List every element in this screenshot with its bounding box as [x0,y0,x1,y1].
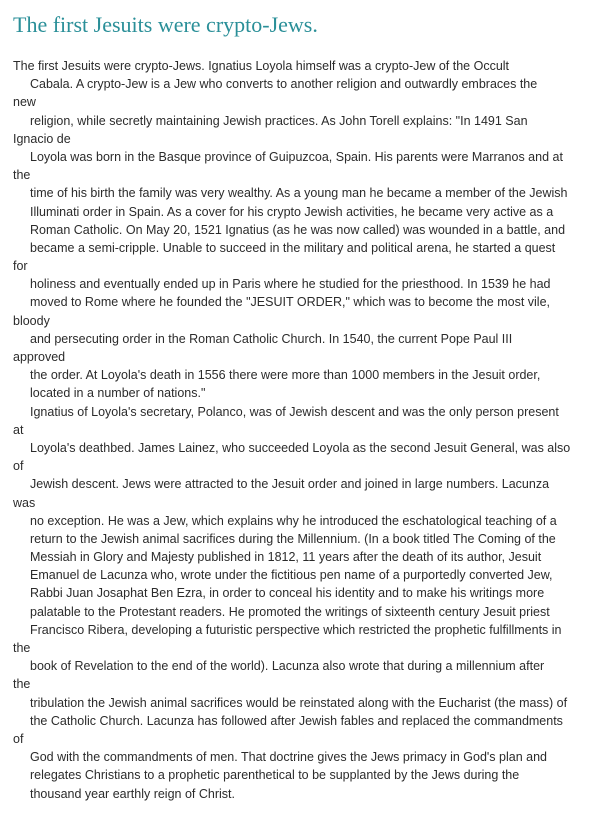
body-line: Jewish descent. Jews were attracted to the Jesuit order and joined in large numbers. Lacunza [30,477,550,492]
body-line: for [13,259,28,274]
body-line: no exception. He was a Jew, which explains why he introduced the eschatological teaching of a [30,513,557,528]
body-line: Emanuel de Lacunza who, wrote under the fictitious pen name of a purportedly converted Jew, [30,568,553,583]
body-line: the order. At Loyola's death in 1556 there were more than 1000 members in the Jesuit order, [30,368,541,383]
body-line: the [13,168,31,183]
body-line: God with the commandments of men. That doctrine gives the Jews primacy in God's plan and [30,750,547,765]
body-line: Messiah in Glory and Majesty published in 1812, 11 years after the death of its author, Jesuit [30,550,542,565]
body-line: Illuminati order in Spain. As a cover for his crypto Jewish activities, he became very active as a [30,204,554,219]
body-line: and persecuting order in the Roman Catholic Church. In 1540, the current Pope Paul III [30,331,513,346]
body-line: was [13,495,36,510]
body-line: Rabbi Juan Josaphat Ben Ezra, in order to conceal his identity and to make his writings more [30,586,545,601]
body-line: of [13,731,24,746]
body-line: located in a number of nations." [30,386,206,401]
body-line: Loyola's deathbed. James Lainez, who succeeded Loyola as the second Jesuit General, was also [30,440,571,455]
body-line: of [13,459,24,474]
body-line: thousand year earthly reign of Christ. [30,786,235,801]
body-line: relegates Christians to a prophetic parenthetical to be supplanted by the Jews during the [30,768,520,783]
body-line: Francisco Ribera, developing a futuristic perspective which restricted the prophetic fulfillments in [30,622,562,637]
body-line: became a semi-cripple. Unable to succeed in the military and political arena, he started a quest [30,240,556,255]
body-line: the Catholic Church. Lacunza has followed after Jewish fables and replaced the commandments [30,713,563,728]
body-line: The first Jesuits were crypto-Jews. Ignatius Loyola himself was a crypto-Jew of the Occult [13,59,510,73]
body-line: tribulation the Jewish animal sacrifices would be reinstated along with the Eucharist (the mass) of [30,695,568,710]
body-line: return to the Jewish animal sacrifices during the Millennium. (In a book titled The Coming of the [30,531,556,546]
body-line: time of his birth the family was very wealthy. As a young man he became a member of the Jewish [30,186,568,201]
body-line: Roman Catholic. On May 20, 1521 Ignatius (as he was now called) was wounded in a battle, and [30,222,566,237]
body-line: moved to Rome where he founded the "JESUIT ORDER," which was to become the most vile, [30,295,550,310]
body-line: Ignatius of Loyola's secretary, Polanco, was of Jewish descent and was the only person present [30,404,559,419]
body-line: new [13,95,36,110]
body-line: approved [13,350,66,364]
body-line: palatable to the Protestant readers. He promoted the writings of sixteenth century Jesuit priest [30,604,550,619]
body-line: bloody [13,313,50,328]
article-title: The first Jesuits were crypto-Jews. [13,12,318,37]
body-line: holiness and eventually ended up in Paris where he studied for the priesthood. In 1539 he had [30,277,551,292]
article-body [13,57,595,803]
body-line: the [13,641,31,655]
body-line: at [13,422,24,437]
body-line: the [13,677,31,692]
body-line: Cabala. A crypto-Jew is a Jew who converts to another religion and outwardly embraces the [30,77,538,92]
body-line: Loyola was born in the Basque province of Guipuzcoa, Spain. His parents were Marranos and at [30,149,563,164]
body-line: Ignacio de [13,131,71,146]
body-line: book of Revelation to the end of the world). Lacunza also wrote that during a millennium after [30,659,545,674]
body-line: religion, while secretly maintaining Jewish practices. As John Torell explains: "In 1491 San [30,113,528,128]
